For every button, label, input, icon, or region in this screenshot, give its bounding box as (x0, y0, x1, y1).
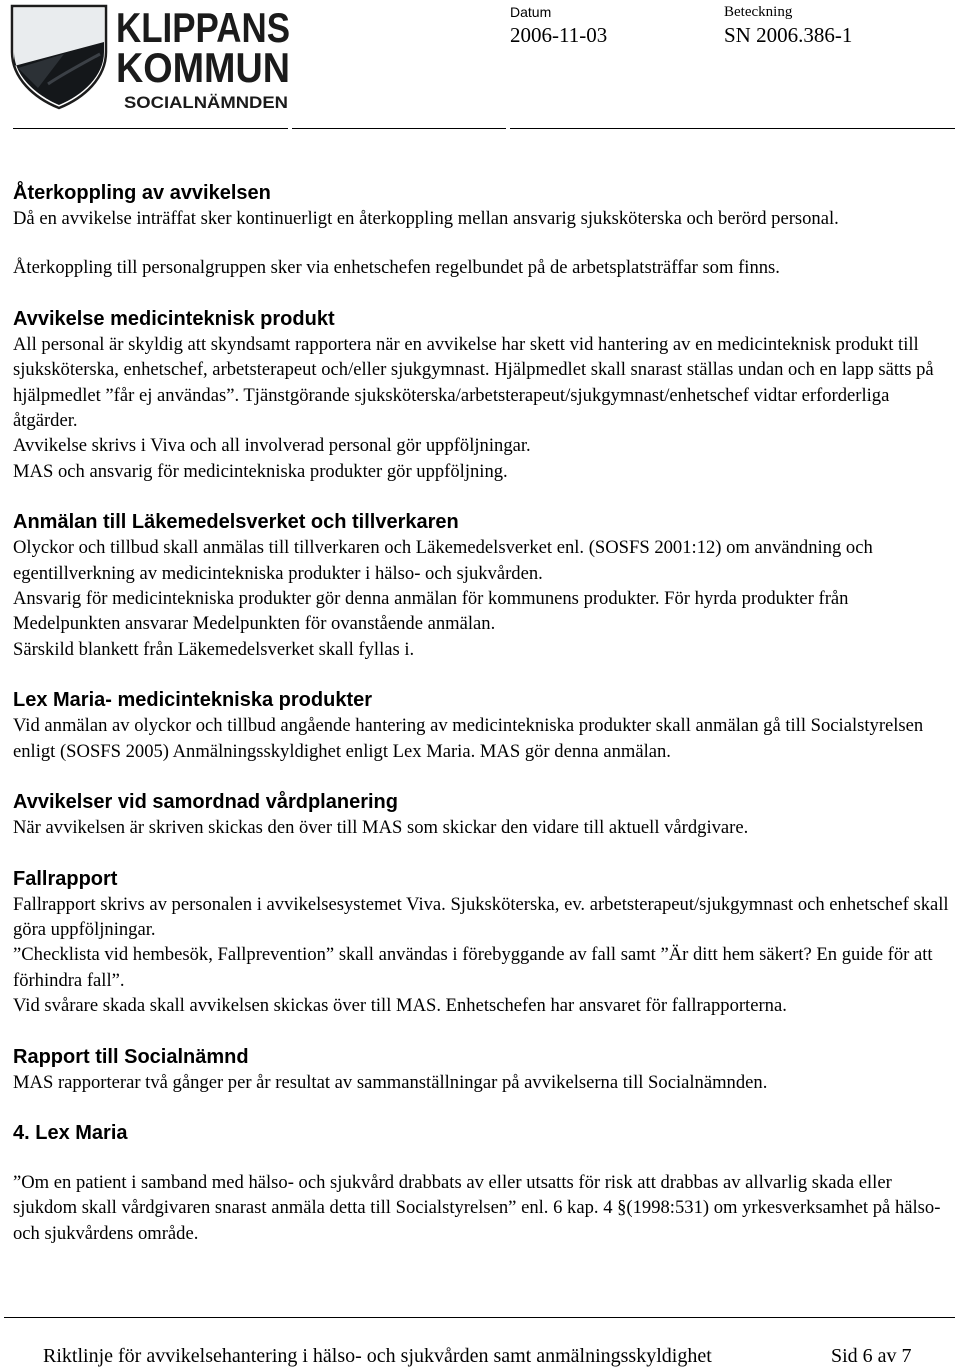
logo-line-2: KOMMUN (116, 44, 290, 91)
section-heading: Anmälan till Läkemedelsverket och tillverkaren (13, 511, 459, 534)
footer-divider (4, 1317, 955, 1318)
section-medical-device-deviation (13, 306, 958, 484)
section-spacer (13, 281, 958, 306)
section-fall-report (13, 866, 958, 1019)
paragraph: Vid anmälan av olyckor och tillbud angående hantering av medicintekniska produkter skall anmälan gå till Socialstyrelsen enligt (SOSFS 2005) Anmälningsskyldighet enligt Lex Maria. MAS gör denna anmälan. (13, 715, 924, 762)
header-divider (292, 128, 506, 129)
date-block (510, 4, 607, 48)
municipality-crest-icon (8, 2, 292, 114)
paragraph: När avvikelsen är skriven skickas den över till MAS som skickar den vidare till aktuell vårdgivare. (13, 817, 749, 839)
section-heading: Fallrapport (13, 867, 118, 890)
section-spacer (13, 841, 958, 866)
date-value: 2006-11-03 (510, 23, 608, 47)
paragraph: ”Om en patient i samband med hälso- och sjukvård drabbats av eller utsatts för risk att drabbas av allvarlig skada eller sjukdom skall vårdgivaren snarast anmäla detta till Socialstyrelsen” enl. 6 kap. 4 §(1998:531) om yrkesverksamhet på hälso- och sjukvårdens område. (13, 1171, 941, 1244)
logo-line-1: KLIPPANS (116, 4, 290, 51)
paragraph: Fallrapport skrivs av personalen i avvikelsesystemet Viva. Sjuksköterska, ev. arbetsterapeut/sjukgymnast och enhetschef skall göra uppföljningar. (13, 893, 949, 940)
paragraph: MAS rapporterar två gånger per år resultat av sammanställningar på avvikelserna till Socialnämnden. (13, 1071, 768, 1093)
paragraph: MAS och ansvarig för medicintekniska produkter gör uppföljning. (13, 460, 508, 482)
paragraph: Ansvarig för medicintekniska produkter gör denna anmälan för kommunens produkter. För hyrda produkter från Medelpunkten ansvarar Medelpunkten för ovanstående anmälan. (13, 588, 849, 635)
paragraph: Särskild blankett från Läkemedelsverket skall fyllas i. (13, 638, 415, 660)
footer-page-number: Sid 6 av 7 (831, 1345, 912, 1367)
section-heading: Avvikelser vid samordnad vårdplanering (13, 791, 398, 814)
header-divider (13, 128, 288, 129)
section-heading: Lex Maria- medicintekniska produkter (13, 689, 373, 712)
section-spacer (13, 1095, 958, 1120)
klippans-kommun-logo (8, 2, 292, 114)
footer-document-title: Riktlinje för avvikelsehantering i hälso- och sjukvården samt anmälningsskyldighet (43, 1345, 712, 1367)
paragraph: Olyckor och tillbud skall anmälas till tillverkaren och Läkemedelsverket enl. (SOSFS 2001:12) om användning och egentillverkning av medicintekniska produkter i hälso- och sjukvården. (13, 537, 873, 584)
section-heading: 4. Lex Maria (13, 1121, 128, 1144)
paragraph: Då en avvikelse inträffat sker kontinuerligt en återkoppling mellan ansvarig sjuksköterska och berörd personal. (13, 208, 839, 229)
section-care-planning (13, 789, 958, 840)
paragraph: All personal är skyldig att skyndsamt rapportera när en avvikelse har skett vid hantering av en medicinteknisk produkt till sjuksköterska, enhetschef, arbetsterapeut och/eller sjukgymnast. Hjälpmedlet skall snarast ställas undan och en lapp sätts på hjälpmedlet ”får ej användas”. Tjänstgörande sjuksköterska/arbetsterapeut/sjukgymnast/enhetschef vidtar erforderliga åtgärder. (13, 333, 934, 432)
paragraph: Avvikelse skrivs i Viva och all involverad personal gör uppföljningar. (13, 435, 531, 457)
section-heading: Återkoppling av avvikelsen (13, 182, 271, 204)
paragraph: Återkoppling till personalgruppen sker via enhetschefen regelbundet på de arbetsplatsträffar som finns. (13, 257, 780, 279)
section-report-board (13, 1044, 958, 1095)
reference-value: SN 2006.386-1 (724, 23, 853, 47)
logo-line-3: SOCIALNÄMNDEN (124, 93, 288, 112)
date-label: Datum (510, 4, 552, 20)
paragraph-spacer (13, 231, 958, 255)
section-spacer (13, 764, 958, 789)
header-divider (510, 128, 955, 129)
section-spacer (13, 662, 958, 687)
paragraph: ”Checklista vid hembesök, Fallprevention” skall användas i förebyggande av fall samt ”Är ditt hem säkert? En guide för att förhindra fall”. (13, 944, 933, 991)
reference-block (724, 4, 852, 48)
section-spacer (13, 1019, 958, 1044)
section-heading: Rapport till Socialnämnd (13, 1045, 249, 1068)
section-feedback (13, 180, 958, 281)
section-spacer (13, 484, 958, 509)
reference-label: Beteckning (724, 4, 793, 20)
document-body (13, 180, 958, 1246)
section-lex-maria (13, 1120, 958, 1246)
section-report-agency (13, 509, 958, 662)
section-heading: Avvikelse medicinteknisk produkt (13, 307, 335, 330)
paragraph-spacer (13, 1146, 958, 1170)
paragraph: Vid svårare skada skall avvikelsen skickas över till MAS. Enhetschefen har ansvaret för fallrapporterna. (13, 995, 787, 1017)
section-lex-maria-devices (13, 687, 958, 764)
